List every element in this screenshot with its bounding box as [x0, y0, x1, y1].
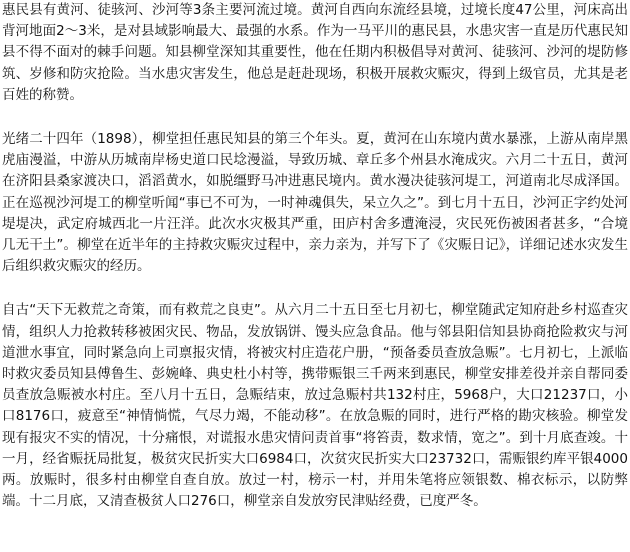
paragraph-spacer	[2, 106, 628, 129]
paragraph-relief-work: 自古“天下无救荒之奇策，而有救荒之良吏”。从六月二十五日至七月初七，柳堂随武定知府赴乡村巡查灾情，组织人力抢救转移被困灾民、物品，发放锅饼、馒头应急食品。他与邻县阳信知县协商抢险救灾与河道泄水事宜，同时紧急向上司禀报灾情，将被灾村庄造花户册，“预备委员查放急赈”。七月初七，上派临时救灾委员知县傅鲁生、彭婉峰、典史杜小村等，携带赈银三千两来到惠民，柳堂安排差役并亲自帮同委员查放急赈被水村庄。至八月十五日，急赈结束，放过急赈村共132村庄，5968户，大口21237口，小口8176口，疲意至“神情惝慌，气尽力竭，不能动移”。在放急赈的同时，进行严格的勘灾核验。柳堂发现有报灾不实的情况，十分痛恨，对谎报水患灾情问责首事“将笞责，数求情，宽之”。到十月底查竣。十一月，经省赈抚局批复，极贫灾民折实大口6984口，次贫灾民折实大口23732口，需赈银约库平银4000两。放赈时，很多村由柳堂自查自放。放过一村，榜示一村，并用朱笔将应领银数、棉衣标示，以防弊端。十二月底，又清查极贫人口276口，柳堂亲自发放穷民津贴经费，已度严冬。	[2, 302, 628, 510]
paragraph-flood-background: 惠民县有黄河、徒骇河、沙河等3条主要河流过境。黄河自西向东流经县境，过境长度47公里，河床高出背河地面2～3米，是对县域影响最大、最强的水系。作为一马平川的惠民县，水患灾害一直是历代惠民知县不得不面对的棘手问题。知县柳堂深知其重要性，他在任期内积极倡导对黄河、徒骇河、沙河的堤防修筑、岁修和防灾抢险。当水患灾害发生，他总是赶赴现场，积极开展救灾赈灾，得到上级官员，尤其是老百姓的称赞。	[2, 2, 628, 103]
paragraph-1898-flood: 光绪二十四年（1898），柳堂担任惠民知县的第三个年头。夏，黄河在山东境内黄水暴涨，上游从南岸黑虎庙漫溢，中游从历城南岸杨史道口民埝漫溢，导致历城、章丘多个州县水淹成灾。六月二十五日，黄河在济阳县桑家渡决口，滔滔黄水，如脱缰野马冲进惠民境内。黄水漫决徒骇河堤工，河道南北尽成泽国。正在巡视沙河堤工的柳堂听闻“事已不可为，一时神魂俱失，呆立久之”。到七月十五日，沙河正字约处河堤堤决，武定府城西北一片汪洋。此次水灾极其严重，田庐村舍多遭淹浸，灾民死伤被困者甚多，“合境几无干土”。柳堂在近半年的主持救灾赈灾过程中，亲力亲为，并写下了《灾赈日记》，详细记述水灾发生后组织救灾赈灾的经历。	[2, 131, 628, 275]
paragraph-spacer	[2, 277, 628, 300]
